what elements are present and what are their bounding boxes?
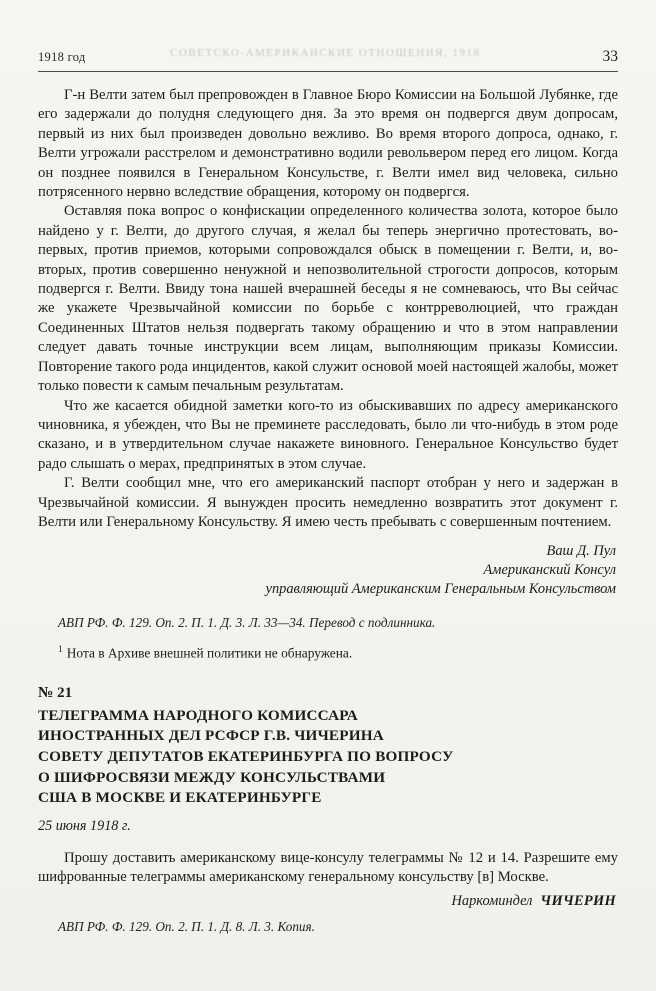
paragraph: Г-н Велти затем был препровожден в Главное Бюро Комиссии на Большой Лубянке, где его задержали до полудня следующего дня. За это время он подвергся двум допросам, первый из них был произведен довольно вежливо. Во время второго допроса, однако, г. Велти угрожали расстрелом и демонстративно водили револьвером перед его лицом. Когда он позднее появился в Генеральном Консульстве, г. Велти имел вид человека, сильно потрясенного нервно вследствие обращения, которому он подвергся. <box>38 87 618 201</box>
bleed-through-text: СОВЕТСКО-АМЕРИКАНСКИЕ ОТНОШЕНИЯ, 1918 <box>170 47 481 59</box>
title-line: ТЕЛЕГРАММА НАРОДНОГО КОМИССАРА <box>38 706 358 724</box>
document-number: № 21 <box>38 683 73 701</box>
document-20-body <box>38 86 618 662</box>
title-line: СОВЕТУ ДЕПУТАТОВ ЕКАТЕРИНБУРГА ПО ВОПРОСУ <box>38 748 454 765</box>
document-21 <box>38 684 618 935</box>
paragraph: Оставляя пока вопрос о конфискации определенного количества золота, которое было найдено у г. Велти, до другого случая, я желал бы теперь энергично протестовать, во-первых, против приемов, которыми сопровождался обыск в помещении г. Велти, и, во-вторых, против совершенно ненужной и непозволительной строгости допросов, которым подвергся г. Велти. Ввиду тона нашей вчерашней беседы я не сомневаюсь, что Вы сейчас же укажете Чрезвычайной комиссии по борьбе с контрреволюцией, что граждан Соединенных Штатов нельзя подвергать такому обращению и что в этом направлении следует давать точные инструкции всем лицам, выполняющим приказы Комиссии. Повторение такого рода инцидентов, какой служит основой моей настоящей жалобы, может только повести к самым печальным результатам. <box>38 203 618 395</box>
archive-reference: АВП РФ. Ф. 129. Оп. 2. П. 1. Д. 3. Л. 33—34. Перевод с подлинника. <box>58 615 436 631</box>
title-line: США В МОСКВЕ И ЕКАТЕРИНБУРГЕ <box>38 789 322 807</box>
page-number: 33 <box>602 48 618 65</box>
paragraph: Г. Велти сообщил мне, что его американский паспорт отобран у него и задержан в Чрезвычайной комиссии. Я вынужден просить немедленно возвратить этот документ г. Велти или Генеральному Консульству. Я имею честь пребывать с совершенным почтением. <box>38 475 618 530</box>
footnote-text: Нота в Архиве внешней политики не обнаружена. <box>66 645 353 661</box>
footnote-marker: 1 <box>58 645 63 656</box>
header-rule <box>38 71 618 72</box>
footnote <box>38 645 618 661</box>
signature-block <box>38 542 618 599</box>
paragraph: Что же касается обидной заметки кого-то из обыскивавших по адресу американского чиновника, я убежден, что Вы не преминете расследовать, было ли что-нибудь в этом роде сказано, и в утвердительном случае накажете виновного. Генеральное Консульство будет радо слышать о мерах, предпринятых в этом случае. <box>38 397 618 472</box>
document-title <box>38 706 618 809</box>
signature-line: Американский Консул <box>483 562 616 579</box>
document-date: 25 июня 1918 г. <box>38 817 131 834</box>
signature-line: управляющий Американским Генеральным Консульством <box>265 581 616 598</box>
title-line: ИНОСТРАННЫХ ДЕЛ РСФСР Г.В. ЧИЧЕРИНА <box>38 727 384 745</box>
signature-line <box>38 893 618 910</box>
archive-reference: АВП РФ. Ф. 129. Оп. 2. П. 1. Д. 8. Л. 3. Копия. <box>58 918 315 934</box>
paragraph: Прошу доставить американскому вице-консулу телеграммы № 12 и 14. Разрешите ему шифрованные телеграммы американскому генеральному консульству [в] Москве. <box>38 849 618 886</box>
title-line: О ШИФРОСВЯЗИ МЕЖДУ КОНСУЛЬСТВАМИ <box>38 768 386 786</box>
signature-line: Ваш Д. Пул <box>546 543 616 560</box>
signer-title: Наркоминдел <box>451 892 533 909</box>
running-head-year: 1918 год <box>38 50 86 64</box>
signer-name: ЧИЧЕРИН <box>540 892 616 909</box>
